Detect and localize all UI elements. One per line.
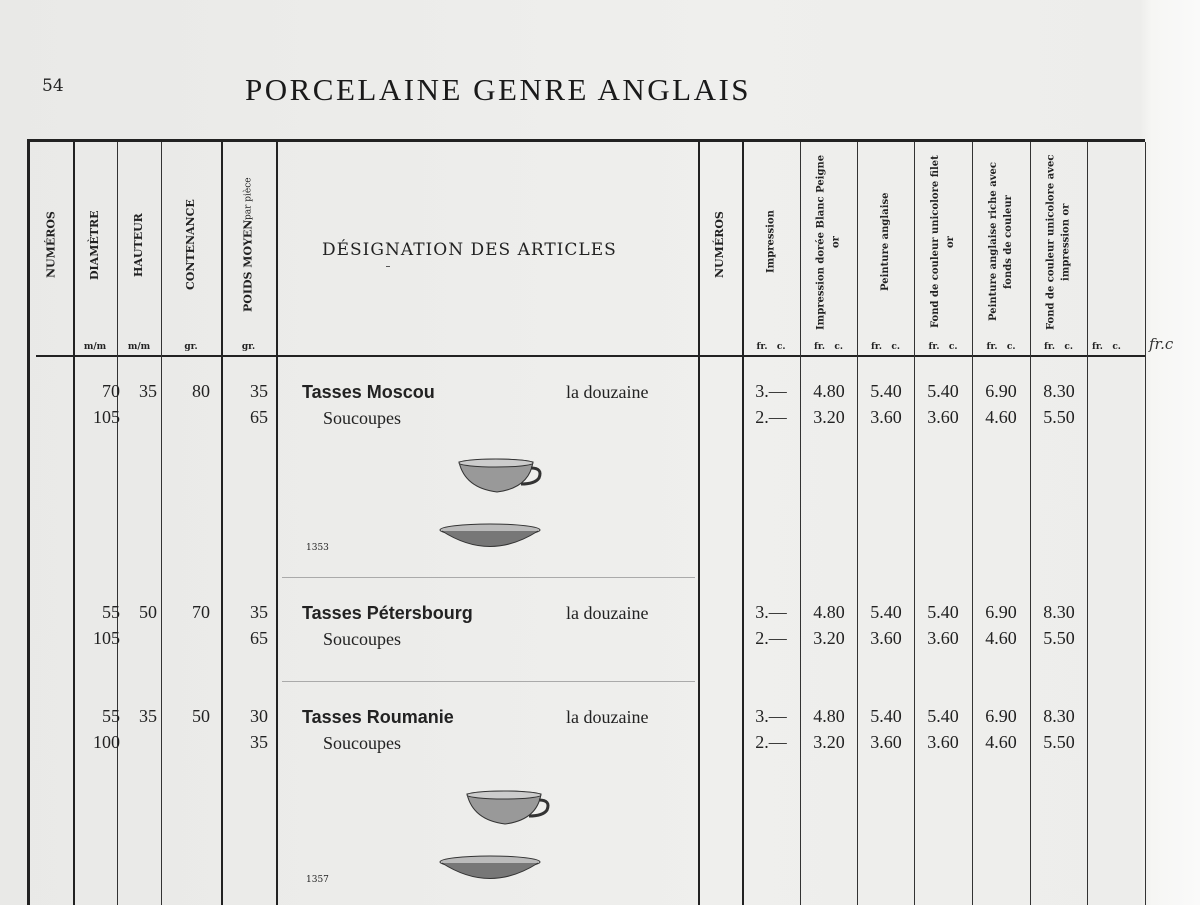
- column-unit: gr.: [241, 342, 256, 352]
- weight-value: 30: [250, 706, 268, 726]
- page-number: 54: [42, 76, 64, 96]
- saucer-price-cell: 3.20: [813, 732, 845, 752]
- price-column-unit: fr. c.: [1044, 342, 1073, 352]
- capacity-value: 70: [192, 602, 210, 622]
- weight-value: 35: [250, 602, 268, 622]
- header-bottom-rule: [36, 355, 1145, 357]
- height-value: 35: [139, 381, 157, 401]
- product-name: Tasses Pétersbourg: [302, 603, 473, 623]
- saucer-price-cell: 3.60: [927, 407, 959, 427]
- page-title: PORCELAINE GENRE ANGLAIS: [245, 72, 752, 107]
- saucer-weight-value: 35: [250, 732, 268, 752]
- capacity-value: 50: [192, 706, 210, 726]
- product-sub-item: Soucoupes: [323, 408, 401, 428]
- price-cell: 5.40: [870, 706, 902, 726]
- price-cell: 4.80: [813, 602, 845, 622]
- column-header-label: HAUTEUR: [132, 213, 145, 277]
- column-header-contenance: [161, 150, 221, 340]
- column-header-numeros-2: NUMÉROS: [713, 211, 726, 279]
- saucer-price-cell: 2.—: [755, 732, 787, 752]
- column-unit: m/m: [127, 342, 151, 352]
- price-cell: 4.80: [813, 381, 845, 401]
- diameter-value: 70: [102, 381, 120, 401]
- column-header-hauteur: [117, 150, 161, 340]
- price-column-header: Fond de couleur unicolore filet or: [930, 155, 956, 329]
- saucer-price-cell: 3.20: [813, 407, 845, 427]
- column-header-label: DIAMÈTRE: [88, 210, 101, 280]
- saucer-price-cell: 2.—: [755, 628, 787, 648]
- column-header-diamtre: [73, 150, 117, 340]
- saucer-price-cell: 4.60: [985, 628, 1017, 648]
- saucer-illustration: [438, 854, 542, 888]
- price-cell: 5.40: [927, 706, 959, 726]
- price-column-header: Peinture anglaise: [880, 192, 891, 292]
- saucer-price-cell: 3.20: [813, 628, 845, 648]
- weight-value: 35: [250, 381, 268, 401]
- height-value: 35: [139, 706, 157, 726]
- handwritten-note: fr.c: [1149, 335, 1174, 353]
- product-unit: la douzaine: [566, 603, 649, 623]
- price-column-unit: fr. c.: [814, 342, 843, 352]
- column-header-label: NUMÉROS: [44, 211, 58, 279]
- column-header-label: CONTENANCE: [184, 199, 197, 291]
- price-column-unit: fr. c.: [871, 342, 900, 352]
- price-column-header: Fond de couleur unicolore avec impression or: [1045, 154, 1072, 330]
- product-unit: la douzaine: [566, 382, 649, 402]
- saucer-price-cell: 4.60: [985, 732, 1017, 752]
- saucer-diameter-value: 105: [93, 407, 120, 427]
- row-separator: [282, 681, 695, 682]
- cup-illustration: [457, 458, 547, 502]
- price-column-header: Peinture anglaise riche avec fonds de couleur: [988, 162, 1014, 322]
- price-column-unit: fr. c.: [756, 342, 786, 352]
- saucer-weight-value: 65: [250, 407, 268, 427]
- column-header-numros: [30, 150, 73, 340]
- product-name: Tasses Roumanie: [302, 707, 454, 727]
- column-header-label: POIDS MOYEN: [241, 220, 255, 313]
- price-column-unit: fr. c.: [928, 342, 958, 352]
- saucer-price-cell: 3.60: [870, 407, 902, 427]
- column-unit: m/m: [83, 342, 107, 352]
- price-cell: 6.90: [985, 602, 1017, 622]
- price-cell: 5.40: [870, 381, 902, 401]
- price-column-unit: fr. c.: [986, 342, 1016, 352]
- illustration-reference-number: 1357: [306, 875, 329, 885]
- height-value: 50: [139, 602, 157, 622]
- designation-header: DÉSIGNATION DES ARTICLES: [322, 240, 617, 260]
- price-cell: 3.—: [755, 706, 787, 726]
- price-cell: 8.30: [1043, 602, 1075, 622]
- saucer-price-cell: 3.60: [870, 628, 902, 648]
- illustration-reference-number: 1353: [306, 543, 329, 553]
- price-cell: 5.40: [927, 381, 959, 401]
- product-sub-item: Soucoupes: [323, 629, 401, 649]
- saucer-price-cell: 3.60: [927, 732, 959, 752]
- table-top-border: [27, 139, 1145, 142]
- saucer-price-cell: 2.—: [755, 407, 787, 427]
- saucer-illustration: [438, 522, 542, 556]
- product-name: Tasses Moscou: [302, 382, 435, 402]
- price-cell: 5.40: [927, 602, 959, 622]
- price-cell: 3.—: [755, 381, 787, 401]
- price-column-unit: fr. c.: [1092, 342, 1121, 352]
- capacity-value: 80: [192, 381, 210, 401]
- column-divider: [1145, 142, 1146, 905]
- product-unit: la douzaine: [566, 707, 649, 727]
- column-header-sublabel: par pièce: [243, 177, 254, 221]
- saucer-price-cell: 3.60: [927, 628, 959, 648]
- product-sub-item: Soucoupes: [323, 733, 401, 753]
- saucer-price-cell: 3.60: [870, 732, 902, 752]
- price-column-header: Impression: [765, 210, 777, 274]
- diameter-value: 55: [102, 706, 120, 726]
- price-cell: 6.90: [985, 381, 1017, 401]
- column-header-poidsmoyen: [221, 150, 276, 340]
- price-cell: 5.40: [870, 602, 902, 622]
- price-column-header: [1087, 152, 1145, 332]
- saucer-price-cell: 5.50: [1043, 732, 1075, 752]
- price-cell: 4.80: [813, 706, 845, 726]
- saucer-diameter-value: 105: [93, 628, 120, 648]
- saucer-price-cell: 5.50: [1043, 628, 1075, 648]
- price-cell: 8.30: [1043, 706, 1075, 726]
- cup-illustration: [465, 790, 555, 834]
- diameter-value: 55: [102, 602, 120, 622]
- row-separator: [282, 577, 695, 578]
- saucer-weight-value: 65: [250, 628, 268, 648]
- column-divider: [276, 142, 278, 905]
- price-cell: 8.30: [1043, 381, 1075, 401]
- column-unit: gr.: [184, 342, 198, 352]
- saucer-price-cell: 4.60: [985, 407, 1017, 427]
- price-column-header: Impression dorée Blanc Peigne or: [815, 154, 842, 330]
- saucer-price-cell: 5.50: [1043, 407, 1075, 427]
- price-cell: 6.90: [985, 706, 1017, 726]
- saucer-diameter-value: 100: [93, 732, 120, 752]
- decor-dash: [386, 266, 390, 267]
- price-cell: 3.—: [755, 602, 787, 622]
